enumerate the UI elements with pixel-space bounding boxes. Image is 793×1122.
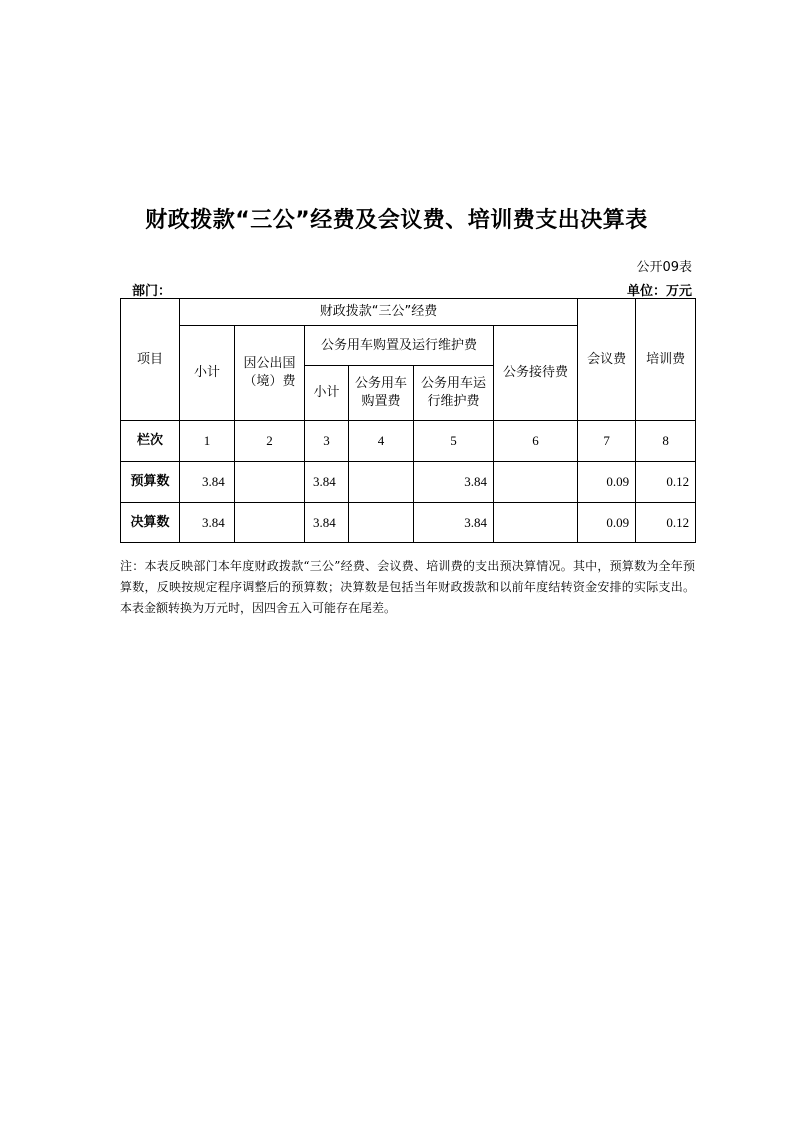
header-vehicle-purchase-line1: 公务用车	[354, 376, 407, 392]
cell-value: 0.09	[578, 503, 636, 543]
cell-value	[494, 503, 578, 543]
header-meeting: 会议费	[578, 299, 636, 421]
column-number: 3	[305, 421, 349, 462]
column-number: 6	[494, 421, 578, 462]
column-number: 2	[235, 421, 305, 462]
cell-value	[349, 503, 414, 543]
cell-value: 3.84	[305, 503, 349, 543]
column-number: 5	[414, 421, 494, 462]
header-reception: 公务接待费	[494, 326, 578, 421]
footnote: 注：本表反映部门本年度财政拨款“三公”经费、会议费、培训费的支出预决算情况。其中，预算数为全年预算数，反映按规定程序调整后的预算数；决算数是包括当年财政拨款和以前年度结转资金安排的实际支出。本表金额转换为万元时，因四舍五入可能存在尾差。	[120, 559, 695, 615]
table-row	[121, 462, 696, 503]
row-label: 预算数	[121, 462, 180, 503]
header-training: 培训费	[636, 299, 696, 421]
column-number: 1	[180, 421, 235, 462]
header-vehicle-subtotal: 小计	[305, 366, 349, 421]
column-number-row	[121, 421, 696, 462]
cell-value	[235, 462, 305, 503]
header-vehicle-ops	[414, 366, 494, 421]
column-number: 4	[349, 421, 414, 462]
cell-value	[235, 503, 305, 543]
column-number-label: 栏次	[121, 421, 180, 462]
header-vehicle-purchase	[349, 366, 414, 421]
header-vehicle-ops-line1: 公务用车运	[420, 376, 486, 392]
cell-value: 0.12	[636, 462, 696, 503]
cell-value: 0.12	[636, 503, 696, 543]
cell-value: 3.84	[180, 503, 235, 543]
cell-value	[494, 462, 578, 503]
header-abroad-line1: 因公出国	[243, 356, 296, 372]
table-row	[121, 503, 696, 543]
header-vehicle: 公务用车购置及运行维护费	[305, 326, 494, 366]
cell-value: 3.84	[414, 462, 494, 503]
column-number: 7	[578, 421, 636, 462]
row-label: 决算数	[121, 503, 180, 543]
header-sangong: 财政拨款“三公”经费	[180, 299, 578, 326]
cell-value: 3.84	[414, 503, 494, 543]
expenditure-table	[120, 298, 696, 543]
cell-value: 3.84	[180, 462, 235, 503]
column-number: 8	[636, 421, 696, 462]
header-item: 项目	[121, 299, 180, 421]
cell-value: 3.84	[305, 462, 349, 503]
form-number: 公开09表	[636, 260, 692, 275]
cell-value	[349, 462, 414, 503]
header-vehicle-purchase-line2: 购置费	[361, 394, 401, 409]
header-subtotal: 小计	[180, 326, 235, 421]
department-label: 部门：	[132, 284, 172, 299]
header-vehicle-ops-line2: 行维护费	[427, 394, 480, 409]
page-title: 财政拨款“三公”经费及会议费、培训费支出决算表	[145, 208, 648, 233]
header-abroad-line2: （境）费	[243, 374, 296, 389]
cell-value: 0.09	[578, 462, 636, 503]
header-abroad	[235, 326, 305, 421]
unit-label: 单位：万元	[626, 284, 692, 299]
